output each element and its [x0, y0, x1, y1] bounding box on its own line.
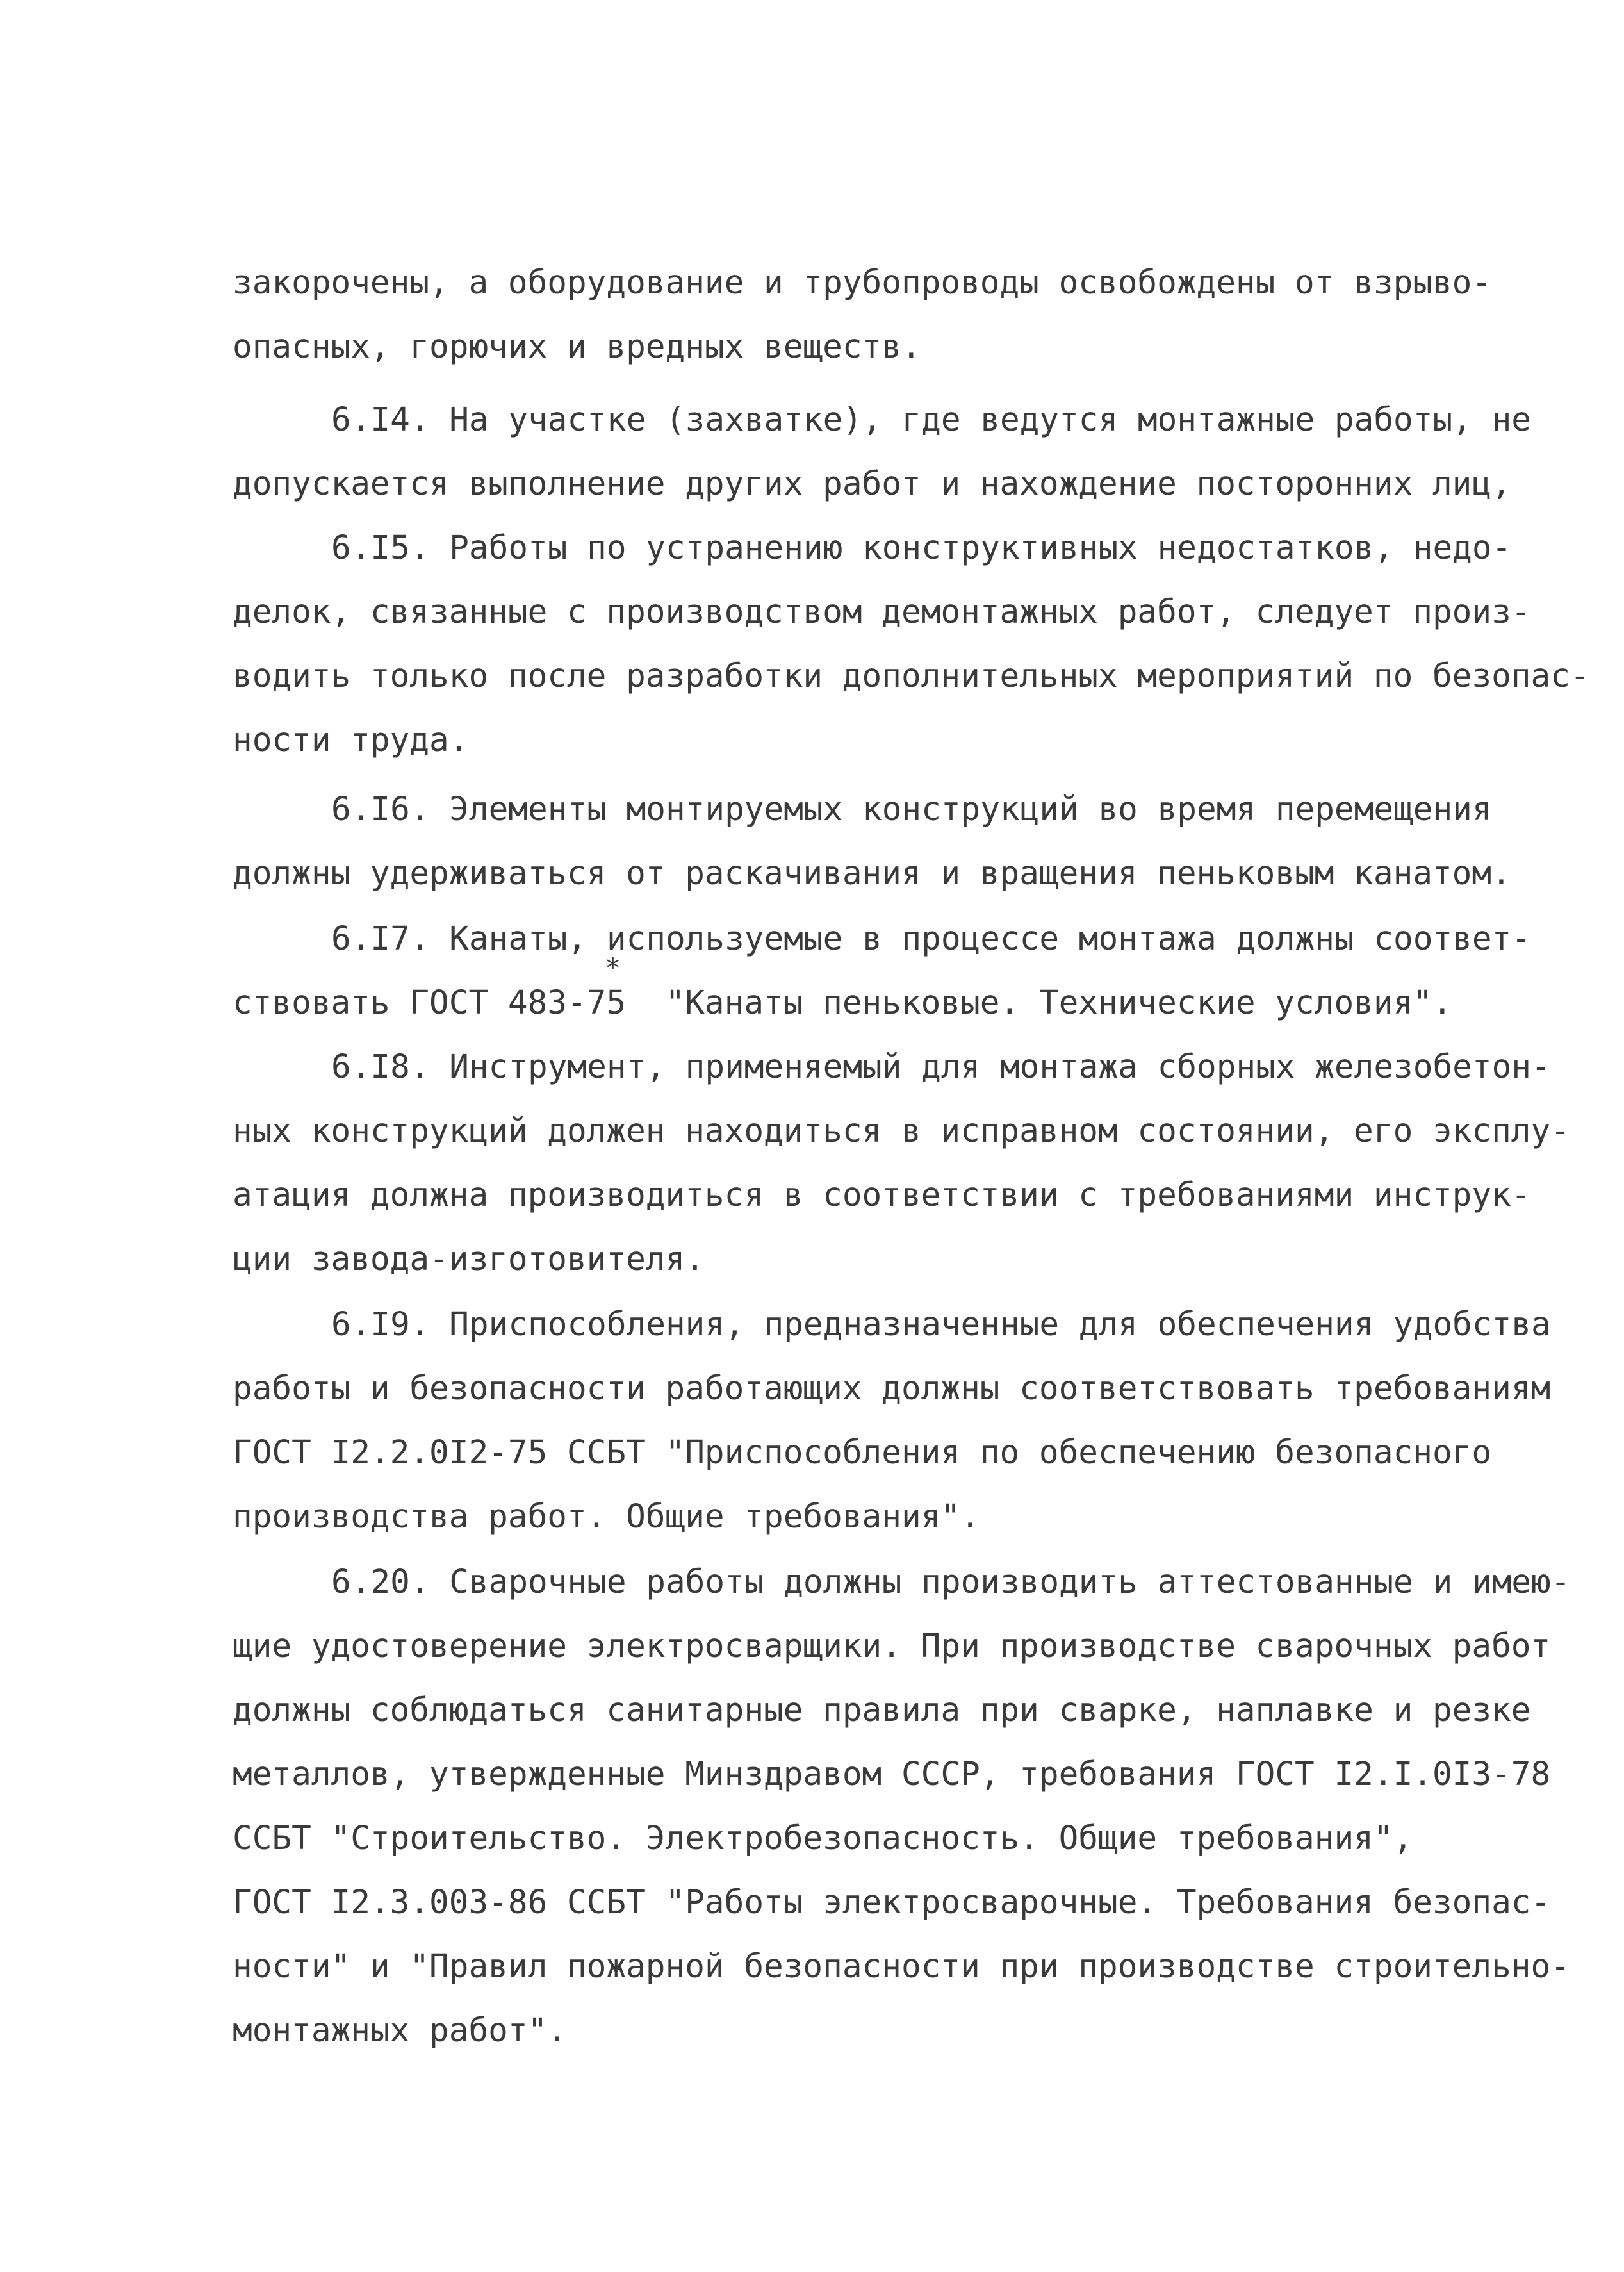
text-line: щие удостоверение электросварщики. При производстве сварочных работ [233, 1627, 1551, 1665]
text-line: ности" и "Правил пожарной безопасности при производстве строительно- [233, 1948, 1570, 1986]
text-line: производства работ. Общие требования". [233, 1498, 980, 1536]
text-line: должны удерживаться от раскачивания и вращения пеньковым канатом. [233, 855, 1511, 893]
clause-6-19: 6.I9. Приспособления, предназначенные для обеспечения удобства [331, 1306, 1551, 1344]
text-line: атация должна производиться в соответствии с требованиями инструк- [233, 1176, 1531, 1214]
text-line: ССБТ "Строительство. Электробезопасность. Общие требования", [233, 1820, 1413, 1857]
text-line: ности труда. [233, 721, 469, 759]
text-line: ствовать ГОСТ 483-75 "Канаты пеньковые. Технические условия". [233, 984, 1452, 1022]
clause-6-17: 6.I7. Канаты, используемые в процессе монтажа должны соответ- [331, 920, 1531, 958]
clause-6-15: 6.I5. Работы по устранению конструктивных недостатков, недо- [331, 529, 1512, 567]
clause-6-14: 6.I4. На участке (захватке), где ведутся монтажные работы, не [331, 401, 1531, 439]
clause-6-18: 6.I8. Инструмент, применяемый для монтажа сборных железобетон- [331, 1048, 1551, 1086]
text-line: закорочены, а оборудование и трубопроводы освобождены от взрыво- [233, 264, 1492, 302]
text-line: металлов, утвержденные Минздравом СССР, требования ГОСТ I2.I.0I3-78 [233, 1756, 1551, 1793]
text-line: ции завода-изготовителя. [233, 1240, 705, 1278]
text-line: опасных, горючих и вредных веществ. [233, 328, 921, 366]
text-line: работы и безопасности работающих должны соответствовать требованиям [233, 1370, 1551, 1408]
text-line: водить только после разработки дополнительных мероприятий по безопас- [233, 657, 1590, 695]
text-line: ГОСТ I2.2.0I2-75 ССБТ "Приспособления по обеспечению безопасного [233, 1434, 1492, 1472]
text-line: ных конструкций должен находиться в исправном состоянии, его эксплу- [233, 1112, 1570, 1150]
clause-6-20: 6.20. Сварочные работы должны производить аттестованные и имею- [331, 1563, 1571, 1601]
clause-6-16: 6.I6. Элементы монтируемых конструкций во время перемещения [331, 791, 1492, 828]
text-line: монтажных работ". [233, 2012, 567, 2050]
text-line: ГОСТ I2.3.003-86 ССБТ "Работы электросварочные. Требования безопас- [233, 1884, 1551, 1922]
text-line: делок, связанные с производством демонтажных работ, следует произ- [233, 593, 1531, 631]
text-line: допускается выполнение других работ и нахождение посторонних лиц, [233, 465, 1511, 503]
text-line: должны соблюдаться санитарные правила при сварке, наплавке и резке [233, 1692, 1531, 1729]
footnote-mark: * [605, 952, 621, 984]
